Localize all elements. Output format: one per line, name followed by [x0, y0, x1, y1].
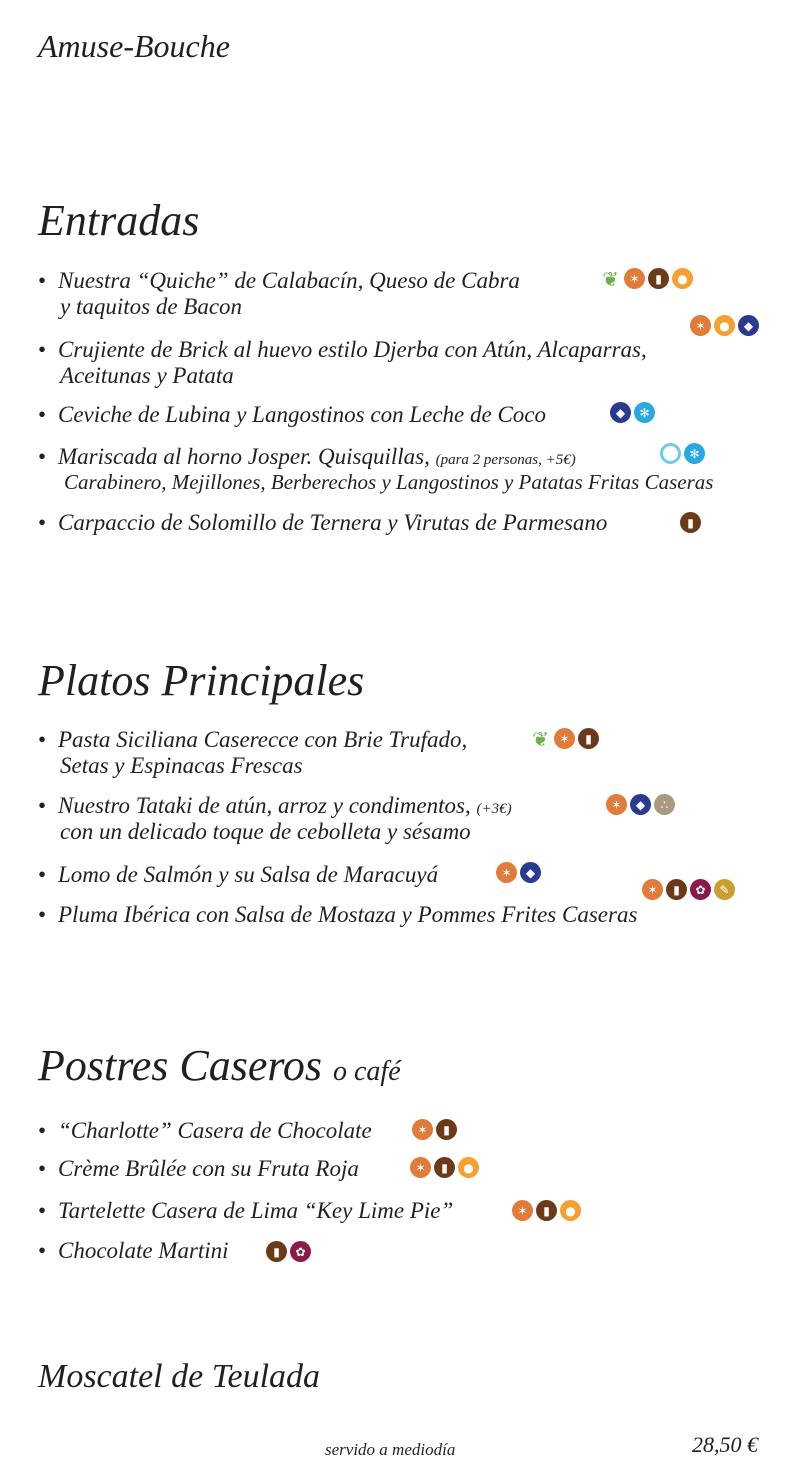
item-name: Tartelette Casera de Lima “Key Lime Pie” [58, 1198, 454, 1223]
price: 28,50 € [692, 1432, 758, 1457]
item-name: Chocolate Martini [58, 1238, 229, 1263]
milk-icon: ▮ [680, 512, 701, 533]
fish-icon: ◆ [520, 862, 541, 883]
milk-icon: ▮ [666, 879, 687, 900]
menu-item [38, 510, 607, 536]
gluten-icon: ✶ [496, 862, 517, 883]
gluten-icon: ✶ [410, 1157, 431, 1178]
gluten-icon: ✶ [606, 794, 627, 815]
allergen-icons [680, 512, 701, 533]
item-name: Nuestra “Quiche” de Calabacín, Queso de Cabra [58, 268, 520, 293]
egg-icon: ● [560, 1200, 581, 1221]
menu-item [38, 1198, 453, 1224]
item-name: Crème Brûlée con su Fruta Roja [58, 1156, 359, 1181]
allergen-icons [660, 443, 705, 464]
item-name-continued: Setas y Espinacas Frescas [60, 753, 303, 778]
bullet: • [38, 727, 47, 752]
bullet: • [38, 862, 47, 887]
milk-icon: ▮ [434, 1157, 455, 1178]
menu-item [38, 727, 467, 753]
menu-item [38, 902, 637, 928]
allergen-icons [512, 1200, 581, 1221]
section-amuse-bouche: Amuse-Bouche [38, 28, 230, 64]
allergen-icons [610, 402, 655, 423]
fish-icon: ◆ [738, 315, 759, 336]
allergen-icons [410, 1157, 479, 1178]
sulphites-icon: ✿ [690, 879, 711, 900]
section-postres [38, 1040, 401, 1091]
section-moscatel: Moscatel de Teulada [38, 1358, 321, 1395]
gluten-icon: ✶ [554, 728, 575, 749]
gluten-icon: ✶ [412, 1119, 433, 1140]
menu-item [38, 1118, 372, 1144]
menu-item [38, 268, 520, 294]
menu-item [38, 862, 438, 888]
postres-title: Postres Caseros [38, 1041, 322, 1090]
gluten-icon: ✶ [642, 879, 663, 900]
egg-icon: ● [714, 315, 735, 336]
vegetarian-icon: ❦ [532, 726, 549, 751]
item-name: Mariscada al horno Josper. Quisquillas, [58, 444, 430, 469]
allergen-icons [642, 879, 735, 900]
bullet: • [38, 1238, 47, 1263]
allergen-icons [600, 268, 693, 289]
allergen-icons [496, 862, 541, 883]
gluten-icon: ✶ [690, 315, 711, 336]
bullet: • [38, 902, 47, 927]
milk-icon: ▮ [578, 728, 599, 749]
vegetarian-icon: ❦ [602, 266, 619, 291]
item-note: (para 2 personas, +5€) [435, 452, 576, 468]
allergen-icons [606, 794, 675, 815]
menu-item [38, 1238, 229, 1264]
milk-icon: ▮ [648, 268, 669, 289]
allergen-icons [266, 1241, 311, 1262]
mollusc-icon [660, 443, 681, 464]
crustacean-icon: ✻ [684, 443, 705, 464]
bullet: • [38, 1198, 47, 1223]
sesame-icon: ∴ [654, 794, 675, 815]
item-name: Ceviche de Lubina y Langostinos con Leche de Coco [58, 402, 547, 427]
menu-item [38, 1156, 359, 1182]
milk-icon: ▮ [266, 1241, 287, 1262]
item-name-continued: Aceitunas y Patata [60, 363, 234, 388]
item-name: Pluma Ibérica con Salsa de Mostaza y Pommes Frites Caseras [58, 902, 638, 927]
menu-item [38, 402, 546, 428]
gluten-icon: ✶ [624, 268, 645, 289]
item-name-continued: y taquitos de Bacon [60, 294, 243, 319]
mustard-icon: ✎ [714, 879, 735, 900]
menu-item [38, 444, 576, 473]
menu-item [38, 793, 512, 822]
item-name: Crujiente de Brick al huevo estilo Djerba con Atún, Alcaparras, [58, 337, 647, 362]
item-name: “Charlotte” Casera de Chocolate [58, 1118, 372, 1143]
milk-icon: ▮ [536, 1200, 557, 1221]
item-note: (+3€) [476, 801, 512, 817]
allergen-icons [412, 1119, 457, 1140]
item-name-continued: Carabinero, Mejillones, Berberechos y Langostinos y Patatas Fritas Caseras [64, 470, 714, 494]
egg-icon: ● [458, 1157, 479, 1178]
bullet: • [38, 1156, 47, 1181]
bullet: • [38, 510, 47, 535]
item-name: Pasta Siciliana Caserecce con Brie Trufado, [58, 727, 468, 752]
sulphites-icon: ✿ [290, 1241, 311, 1262]
item-name-continued: con un delicado toque de cebolleta y sésamo [60, 819, 471, 844]
allergen-icons [530, 728, 599, 749]
bullet: • [38, 337, 47, 362]
gluten-icon: ✶ [512, 1200, 533, 1221]
fish-icon: ◆ [630, 794, 651, 815]
fish-icon: ◆ [610, 402, 631, 423]
served-note: servido a mediodía [325, 1440, 456, 1459]
crustacean-icon: ✻ [634, 402, 655, 423]
egg-icon: ● [672, 268, 693, 289]
menu-item [38, 337, 647, 363]
bullet: • [38, 444, 47, 469]
allergen-icons [690, 315, 759, 336]
section-entradas: Entradas [38, 196, 200, 245]
section-platos-principales: Platos Principales [38, 656, 365, 705]
bullet: • [38, 1118, 47, 1143]
item-name: Nuestro Tataki de atún, arroz y condimentos, [58, 793, 471, 818]
bullet: • [38, 268, 47, 293]
item-name: Carpaccio de Solomillo de Ternera y Virutas de Parmesano [58, 510, 608, 535]
postres-suffix: o café [332, 1056, 401, 1087]
milk-icon: ▮ [436, 1119, 457, 1140]
bullet: • [38, 402, 47, 427]
item-name: Lomo de Salmón y su Salsa de Maracuyá [58, 862, 439, 887]
bullet: • [38, 793, 47, 818]
